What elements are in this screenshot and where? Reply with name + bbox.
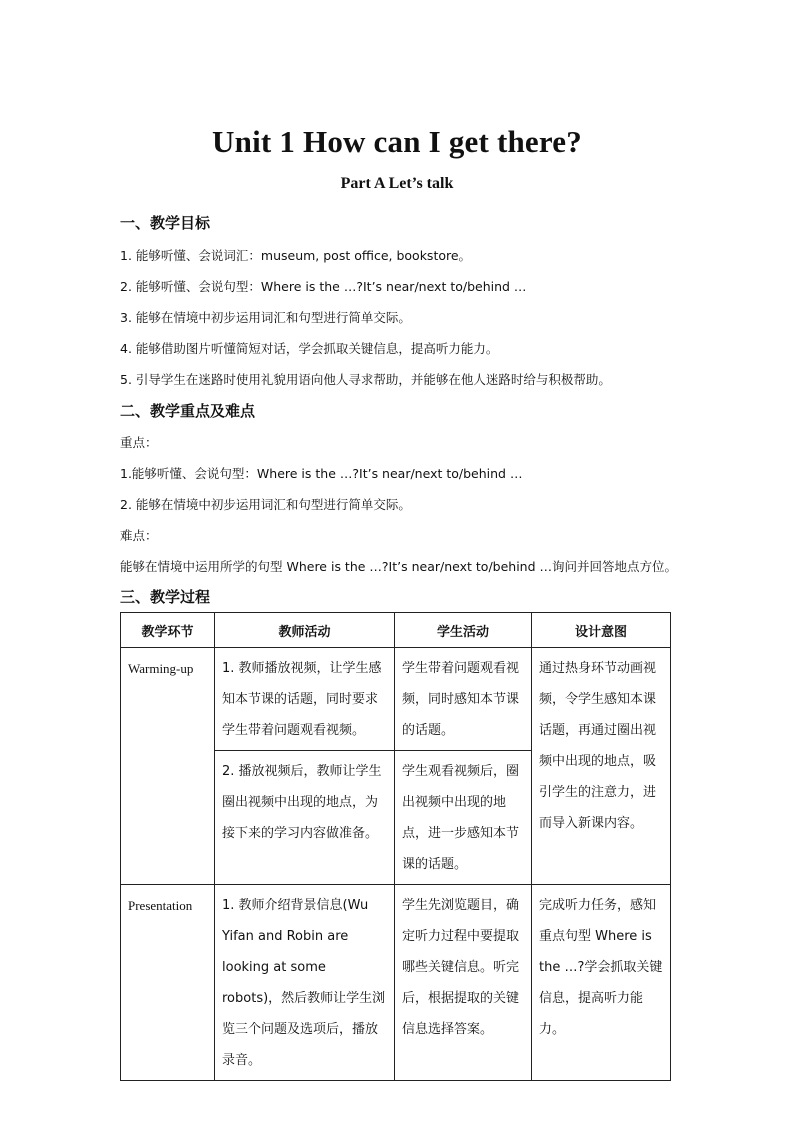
student-activity-cell: 学生先浏览题目，确定听力过程中要提取哪些关键信息。听完后，根据提取的关键信息选择答案。 xyxy=(395,885,532,1081)
table-row xyxy=(121,885,671,1081)
table-row xyxy=(121,648,671,751)
student-activity-cell: 学生观看视频后，圈出视频中出现的地点，进一步感知本节课的话题。 xyxy=(395,751,532,885)
section-heading-process: 三、教学过程 xyxy=(120,588,211,606)
column-header: 教学环节 xyxy=(121,613,215,648)
difficulty-text: 能够在情境中运用所学的句型 Where is the …?It’s near/next to/behind …询问并回答地点方位。 xyxy=(120,559,678,574)
objective-item: 1. 能够听懂、会说词汇：museum, post office, bookstore。 xyxy=(120,248,472,263)
student-activity-cell: 学生带着问题观看视频，同时感知本节课的话题。 xyxy=(395,648,532,751)
column-header: 设计意图 xyxy=(532,613,671,648)
objective-item: 4. 能够借助图片听懂简短对话，学会抓取关键信息，提高听力能力。 xyxy=(120,341,499,356)
teacher-activity-cell: 1. 教师介绍背景信息(Wu Yifan and Robin are looking at some robots)，然后教师让学生浏览三个问题及选项后，播放录音。 xyxy=(215,885,395,1081)
document-title: Unit 1 How can I get there? xyxy=(212,124,582,159)
difficulty-label: 难点： xyxy=(120,528,158,543)
teacher-activity-cell: 1. 教师播放视频，让学生感知本节课的话题，同时要求学生带着问题观看视频。 xyxy=(215,648,395,751)
key-point-item: 1.能够听懂、会说句型：Where is the …?It’s near/next to/behind … xyxy=(120,466,523,481)
column-header: 教师活动 xyxy=(215,613,395,648)
stage-cell-warmup: Warming-up xyxy=(121,648,215,885)
objective-item: 2. 能够听懂、会说句型：Where is the …?It’s near/next to/behind … xyxy=(120,279,527,294)
table-header-row xyxy=(121,613,671,648)
section-heading-key-points: 二、教学重点及难点 xyxy=(120,402,256,420)
design-intent-cell: 通过热身环节动画视频，令学生感知本课话题，再通过圈出视频中出现的地点，吸引学生的注意力，进而导入新课内容。 xyxy=(532,648,671,885)
design-intent-cell: 完成听力任务，感知重点句型 Where is the …?学会抓取关键信息，提高听力能力。 xyxy=(532,885,671,1081)
document-subtitle: Part A Let’s talk xyxy=(340,175,454,192)
column-header: 学生活动 xyxy=(395,613,532,648)
objective-item: 5. 引导学生在迷路时使用礼貌用语向他人寻求帮助，并能够在他人迷路时给与积极帮助。 xyxy=(120,372,611,387)
key-points-label: 重点： xyxy=(120,435,158,450)
key-point-item: 2. 能够在情境中初步运用词汇和句型进行简单交际。 xyxy=(120,497,411,512)
objective-item: 3. 能够在情境中初步运用词汇和句型进行简单交际。 xyxy=(120,310,411,325)
teacher-activity-cell: 2. 播放视频后，教师让学生圈出视频中出现的地点，为接下来的学习内容做准备。 xyxy=(215,751,395,885)
stage-cell-presentation: Presentation xyxy=(121,885,215,1081)
teaching-process-table xyxy=(120,612,671,1081)
section-heading-objectives: 一、教学目标 xyxy=(120,214,211,232)
